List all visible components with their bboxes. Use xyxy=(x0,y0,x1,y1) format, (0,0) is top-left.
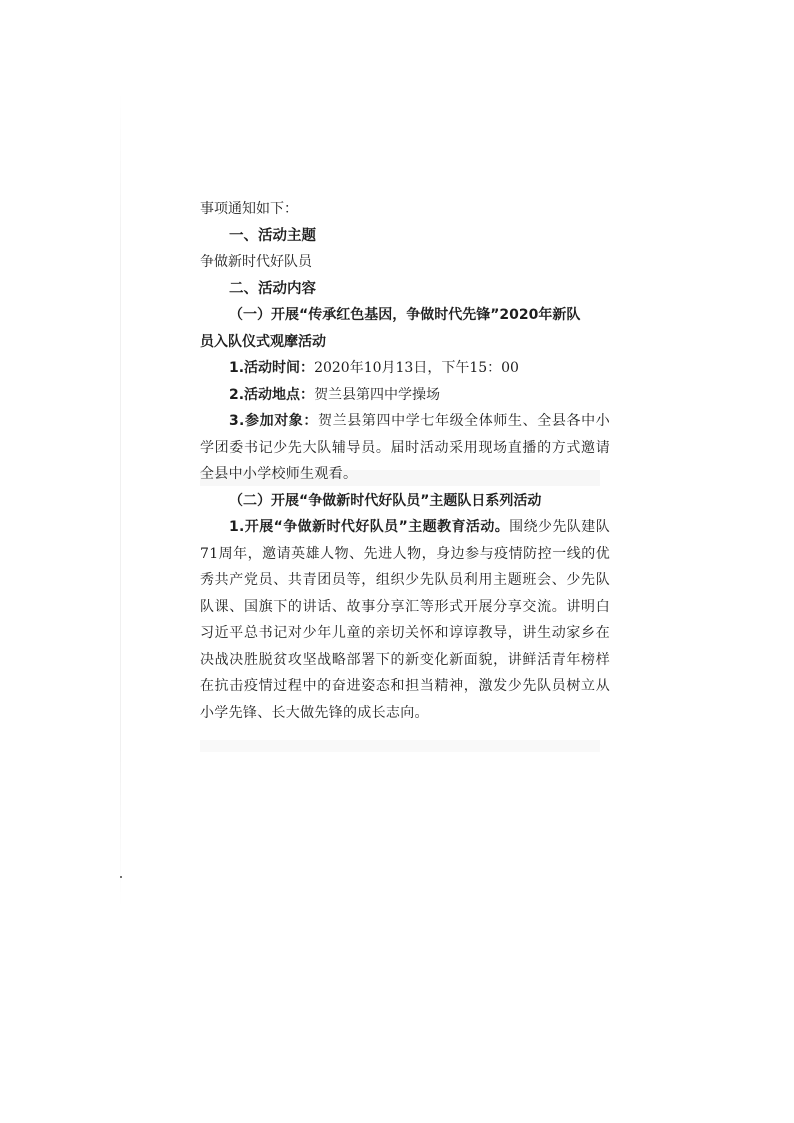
sub1-heading-line1: （一）开展“传承红色基因，争做时代先锋”2020年新队 xyxy=(229,307,581,323)
document-body xyxy=(200,196,610,726)
education-activity-text: 围绕少先队建队71周年，邀请英雄人物、先进人物，身边参与疫情防控一线的优秀共产党员、共青团员等，组织少先队员利用主题班会、少先队队课、国旗下的讲话、故事分享汇等形式开展分享交流。讲明白习近平总书记对少年儿童的亲切关怀和谆谆教导，讲生动家乡在决战决胜脱贫攻坚战略部署下的新变化新面貌，讲鲜活青年榜样在抗击疫情过程中的奋进姿态和担当精神，激发少先队员树立从小学先锋、长大做先锋的成长志向。 xyxy=(200,519,610,721)
activity-time-value: 2020年10月13日，下午15：00 xyxy=(314,360,519,376)
section2-heading: 二、活动内容 xyxy=(229,280,316,297)
activity-time-label: 1.活动时间： xyxy=(229,360,315,376)
section1-heading: 一、活动主题 xyxy=(229,227,316,244)
education-activity-paragraph xyxy=(200,514,610,726)
sub2-heading: （二）开展“争做新时代好队员”主题队日系列活动 xyxy=(229,492,542,509)
sub1-heading-line2: 员入队仪式观摩活动 xyxy=(200,333,326,350)
scan-page-edge xyxy=(120,90,121,910)
activity-time xyxy=(200,355,610,382)
participants-text: 贺兰县第四中学七年级全体师生、全县各中小学团委书记少先大队辅导员。届时活动采用现场直播的方式邀请全县中小学校师生观看。 xyxy=(200,413,610,482)
participants-paragraph xyxy=(200,408,610,488)
scan-speck xyxy=(120,876,122,878)
activity-place xyxy=(200,382,610,409)
activity-place-label: 2.活动地点： xyxy=(229,386,315,403)
intro-line: 事项通知如下： xyxy=(200,201,298,217)
section1-body: 争做新时代好队员 xyxy=(200,254,312,270)
participants-label: 3.参加对象： xyxy=(229,413,319,429)
education-activity-label: 1.开展“争做新时代好队员”主题教育活动。 xyxy=(229,519,510,535)
bleed-through-band xyxy=(200,740,600,752)
activity-place-value: 贺兰县第四中学操场 xyxy=(314,386,441,403)
